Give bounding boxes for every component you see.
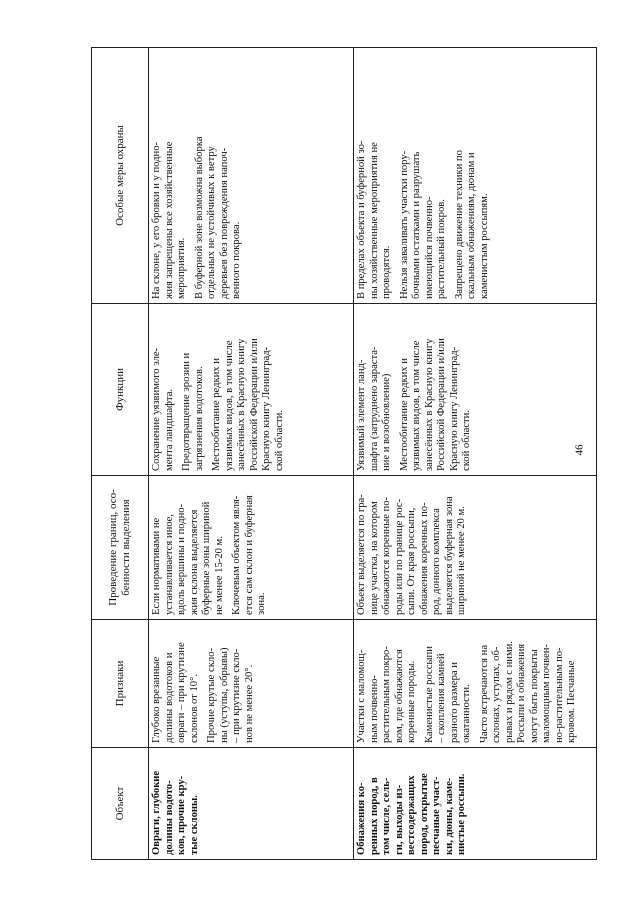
row1-signs bbox=[149, 620, 354, 748]
table-row bbox=[354, 48, 597, 860]
row1-measures bbox=[149, 48, 354, 304]
header-borders: Проведение границ, осо- бенности выделения bbox=[92, 476, 149, 620]
row1-borders bbox=[149, 476, 354, 620]
row2-borders-p1: Объект выделяется по гра- нице участка, на котором обнажаются коренные по- роды или по границе рос- сыпи. От края россыпи, обнажения коренных по- род, донного комплекса выделяется буферная зона шириной не менее 20 м. bbox=[356, 494, 467, 615]
row1-object: Овраги, глубокие долины водото- ков, прочие кру- тые склоны. bbox=[149, 748, 354, 860]
page-number: 46 bbox=[573, 444, 586, 456]
row1-measures-p1: На склоне, у его бровки и у подно- жия запрещены все хозяйственные мероприятия. bbox=[151, 141, 187, 299]
row2-signs-p3: Часто встречаются на склонах, уступах, об- рывах и рядом с ними. Россыпи и обнажения могут быть покрыты маломощным почвен- но-растительным по- кровом. Песчаные bbox=[478, 641, 577, 743]
table-header-row bbox=[92, 48, 149, 860]
row1-measures-p2: В буферной зоне возможна выборка отдельных не устойчивых к ветру деревьев без повреждения напоч- венного покрова. bbox=[193, 136, 242, 299]
header-signs: Признаки bbox=[92, 620, 149, 748]
row2-functions bbox=[354, 304, 597, 476]
row2-borders bbox=[354, 476, 597, 620]
row2-measures-p2: Нельзя заваливать участки пору- бочными остатками и разрушать имеющийся почвенно- растительный покров. bbox=[398, 150, 447, 299]
protection-measures-table bbox=[91, 47, 597, 860]
row1-borders-p1: Если нормативами не устанавливается иное, вдоль вершины и подно- жия склона выделяется буферные зоны шириной не менее 15-20 м. bbox=[151, 501, 225, 615]
row2-functions-p2: Местообитание редких и уязвимых видов, в том числе занесённых в Красную книгу Российской Федерации и/или Красную книгу Ленинград- ской области. bbox=[398, 338, 472, 471]
row2-measures-p3: Запрещено движение техники по скальным обнажениям, дюнам и каменистым россыпям. bbox=[453, 150, 490, 299]
header-functions: Функции bbox=[92, 304, 149, 476]
rotated-table-sheet bbox=[91, 48, 597, 860]
row2-measures-p1: В пределах объекта и буферной зо- ны хозяйственные мероприятия не проводятся. bbox=[356, 140, 392, 299]
row2-signs-p1: Участки с маломощ- ным почвенно- растительным покро- вом, где обнажаются коренные породы. bbox=[356, 646, 417, 743]
header-object: Объект bbox=[92, 748, 149, 860]
row1-functions-p3: Местообитание редких и уязвимых видов, в том числе занесённых в Красную книгу Российской Федерации и/или Красную книгу Ленинград- ской области. bbox=[211, 338, 285, 471]
header-measures: Особые меры охраны bbox=[92, 48, 149, 304]
row1-functions bbox=[149, 304, 354, 476]
row2-measures bbox=[354, 48, 597, 304]
row2-object: Обнажения ко- ренных пород, в том числе, сель- ги, выходы из- вестсодержащих пород, открытые песчаные участ- ки, дюны, каме- нистые россыпи. bbox=[354, 748, 597, 860]
table-row bbox=[149, 48, 354, 860]
row2-signs-p2: Каменистые россыпи – скопления камней разного размера и окатанности. bbox=[423, 646, 472, 743]
row2-functions-p1: Уязвимый элемент ланд- шафта (затруднено зараста- ние и возобновление) bbox=[356, 346, 392, 471]
row1-signs-p1: Глубоко врезанные долины водотоков и овраги – при крутизне склонов от 10°. bbox=[151, 642, 200, 743]
row2-signs bbox=[354, 620, 597, 748]
row1-borders-p2: Ключевым объектом явля- ется сам склон и буферная зона. bbox=[231, 495, 267, 615]
row1-functions-p1: Сохранение уязвимого эле- мента ландшафта. bbox=[151, 347, 175, 471]
row1-functions-p2: Предотвращение эрозии и загрязнения водотоков. bbox=[181, 352, 205, 471]
row1-signs-p2: Прочие крутые скло- ны (уступы, обрывы) – при крутизне скло- нов не менее 20°. bbox=[206, 647, 255, 743]
